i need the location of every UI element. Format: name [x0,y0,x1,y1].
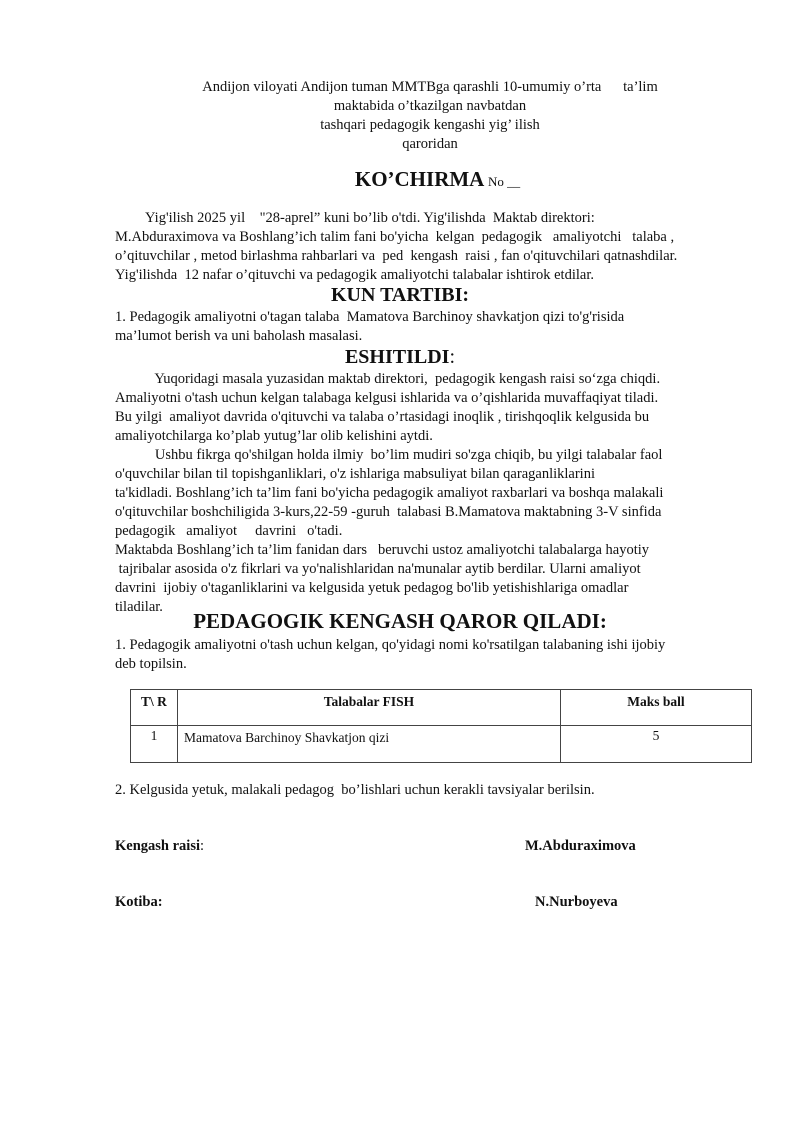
paragraph-line: o’qituvchilar , metod birlashma rahbarlari va ped kengash raisi , fan o'qituvchilari qatnashdilar. [115,248,678,264]
title-main: KO’CHIRMA [354,167,485,191]
decision-item-2: 2. Kelgusida yetuk, malakali pedagog bo’lishlari uchun kerakli tavsiyalar berilsin. [115,782,595,798]
paragraph-line: davrini ijobiy o'taganliklarini va kelgusida yetuk pedagog bo'lib yetishishlariga omadlar [115,580,629,596]
table-cell-name: Mamatova Barchinoy Shavkatjon qizi [178,726,561,763]
title-number: No __ [487,174,521,189]
header-line: Andijon viloyati Andijon tuman MMTBga qarashli 10-umumiy o’rta ta’lim [202,79,658,95]
agenda-line: ma’lumot berish va uni baholash masalasi. [115,328,363,344]
table-cell-score: 5 [561,726,752,763]
document-header [160,78,700,154]
table-cell-number: 1 [131,726,178,763]
agenda-line: 1. Pedagogik amaliyotni o'tagan talaba Mamatova Barchinoy shavkatjon qizi to'g'risida [115,309,625,325]
paragraph-line: o'quvchilar bilan til topishganliklari, o'z ishlariga mabsuliyat bilan qaraganliklarini [115,466,595,482]
decision-line: 1. Pedagogik amaliyotni o'tash uchun kelgan, qo'yidagi nomi ko'rsatilgan talabaning ishi ijobiy [115,637,666,653]
header-line: maktabida o’tkazilgan navbatdan [333,98,527,114]
paragraph-line: amaliyotchilarga ko’plab yutug’lar olib kelishini aytdi. [115,428,433,444]
table-header-score: Maks ball [561,690,752,726]
table-header-row [131,690,752,726]
heard-heading-colon: : [449,346,456,368]
header-line: qaroridan [402,136,458,152]
header-line: tashqari pedagogik kengashi yig’ ilish [320,117,540,133]
decision-heading: PEDAGOGIK KENGASH QAROR QILADI: [193,609,607,633]
paragraph-line: Yig'ilishda 12 nafar o’qituvchi va pedagogik amaliyotchi talabalar ishtirok etdilar. [115,267,594,283]
intro-paragraph [115,209,775,285]
agenda-heading: KUN TARTIBI: [330,284,470,306]
chair-label [115,837,204,856]
table-header-name: Talabalar FISH [178,690,561,726]
secretary-label: Kotiba: [115,894,163,910]
paragraph-line: ta'kidladi. Boshlang’ich ta’lim fani bo'yicha pedagogik amaliyot raxbarlari va boshqa malakali [115,485,664,501]
paragraph-line: tiladilar. [115,599,163,615]
paragraph-line: tajribalar asosida o'z fikrlari va yo'nalishlaridan na'munalar aytib berdilar. Ularni amaliyot [115,561,641,577]
decision-section [115,636,775,674]
document-title [0,167,800,192]
paragraph-line: Yig'ilish 2025 yil "28-aprel” kuni bo’lib o'tdi. Yig'ilishda Maktab direktori: [145,210,595,226]
chair-label-colon: : [200,838,205,854]
paragraph-line: o'qituvchilar boshchiligida 3-kurs,22-59 -guruh talabasi B.Mamatova maktabning 3-V sinfida [115,504,662,520]
table-row [131,726,752,763]
results-table [130,689,752,763]
paragraph-line: Bu yilgi amaliyot davrida o'qituvchi va talaba o’rtasidagi inoqlik , tirishqoqlik kelgusida bu [115,409,650,425]
paragraph-line: pedagogik amaliyot davrini o'tadi. [115,523,343,539]
heard-heading-text: ESHITILDI [344,346,450,368]
paragraph-line: Amaliyotni o'tash uchun kelgan talabaga kelgusi ishlarida va o’qishlarida muvaffaqiyat tiladi. [115,390,659,406]
chair-name: M.Abduraximova [525,838,636,854]
agenda-section [115,308,775,346]
paragraph-line: Ushbu fikrga qo'shilgan holda ilmiy bo’lim mudiri so'zga chiqib, bu yilgi talabalar faol [115,447,663,463]
heard-heading [0,348,800,367]
table-header-number: T\ R [131,690,178,726]
decision-line: deb topilsin. [115,656,187,672]
chair-label-text: Kengash raisi [115,838,200,854]
paragraph-line: M.Abduraximova va Boshlang’ich talim fani bo'yicha kelgan pedagogik amaliyotchi talaba , [115,229,675,245]
secretary-name: N.Nurboyeva [535,894,618,910]
heard-section [115,370,775,617]
paragraph-line: Yuqoridagi masala yuzasidan maktab direktori, pedagogik kengash raisi so‘zga chiqdi. [115,371,661,387]
paragraph-line: Maktabda Boshlang’ich ta’lim fanidan dars beruvchi ustoz amaliyotchi talabalarga hayotiy [115,542,650,558]
